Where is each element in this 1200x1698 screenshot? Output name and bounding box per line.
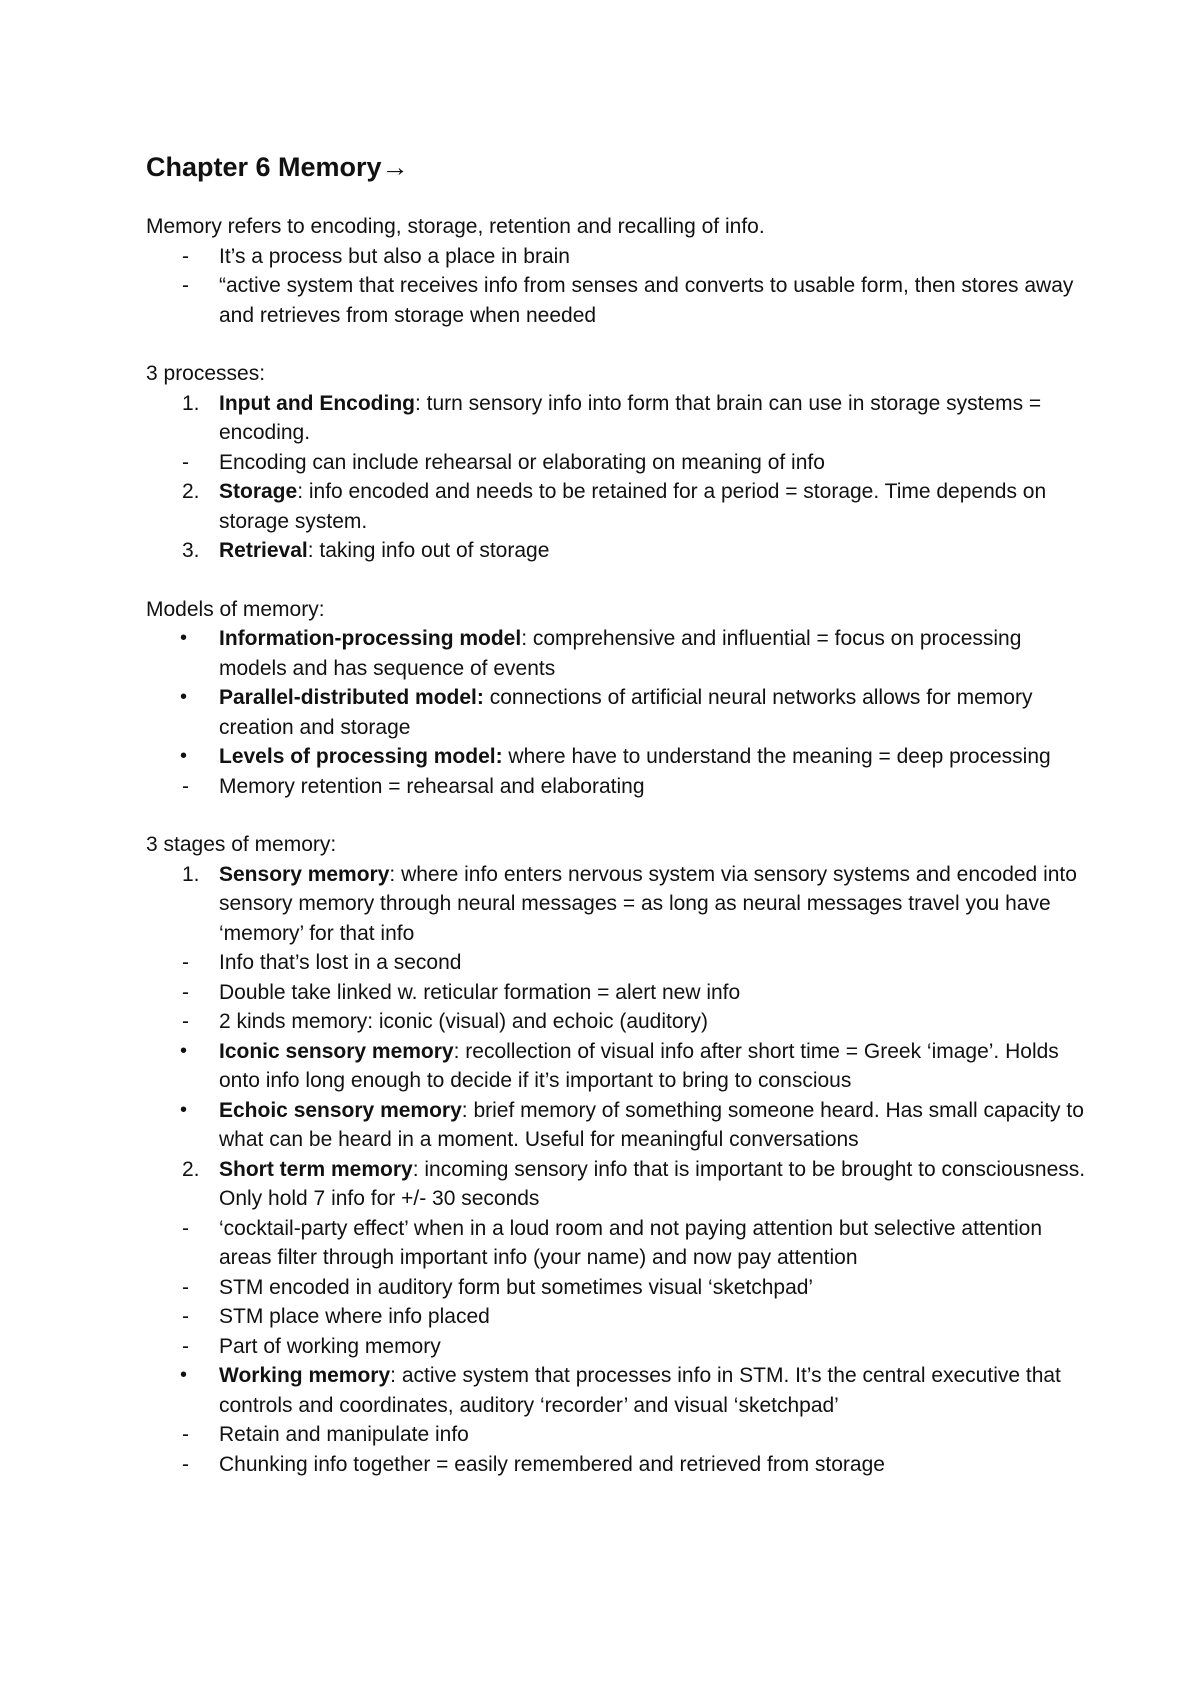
dash-marker: - — [182, 951, 189, 974]
item-term: Parallel-distributed model: — [219, 686, 484, 709]
item-text: : where info enters nervous system via sensory systems and encoded into sensory memory through neural messages = as long as neural messages travel you have ‘memory’ for that info — [219, 862, 1077, 945]
item-text: Memory retention = rehearsal and elaborating — [219, 774, 645, 798]
item-text: : recollection of visual info after short time = Greek ‘image’. Holds onto info long enough to decide if it’s important to bring to conscious — [219, 1039, 1059, 1092]
item-term: Sensory memory — [219, 862, 390, 886]
list-item — [146, 448, 1086, 478]
section-gap — [146, 566, 1086, 595]
list-item — [146, 742, 1086, 772]
list-number: 3. — [182, 539, 200, 562]
item-term: Iconic sensory memory — [219, 1039, 454, 1063]
title-text: Chapter 6 Memory — [146, 152, 382, 182]
item-term: Information-processing model — [219, 627, 522, 650]
item-text: : taking info out of storage — [307, 539, 550, 562]
dash-marker: - — [182, 244, 189, 268]
list-item — [146, 683, 1086, 742]
notes-body — [146, 212, 1086, 1479]
dash-marker: - — [182, 1275, 189, 1299]
item-term: Echoic sensory memory — [219, 1098, 462, 1122]
item-term: Input and Encoding — [219, 391, 415, 415]
item-text: : comprehensive and influential = focus on processing models and has sequence of events — [219, 627, 1022, 680]
list-item — [146, 1302, 1086, 1332]
list-number: 1. — [182, 391, 200, 415]
item-text: Double take linked w. reticular formation = alert new info — [219, 980, 741, 1004]
section-gap — [146, 330, 1086, 359]
list-item — [146, 1096, 1086, 1155]
list-item — [146, 1420, 1086, 1450]
list-item — [146, 860, 1086, 949]
section-heading: 3 processes: — [146, 362, 266, 385]
dash-marker: - — [182, 1334, 189, 1358]
list-item — [146, 242, 1086, 272]
item-term: Levels of processing model: — [219, 745, 503, 768]
item-text: Chunking info together = easily remembered and retrieved from storage — [219, 1452, 885, 1476]
item-text: : turn sensory info into form that brain can use in storage systems = encoding. — [219, 391, 1042, 444]
list-item — [146, 772, 1086, 802]
list-number: 2. — [182, 480, 200, 503]
dash-marker: - — [182, 450, 189, 474]
list-item — [146, 1214, 1086, 1273]
page-title — [146, 150, 1086, 184]
list-item — [146, 1155, 1086, 1214]
bullet-icon: • — [180, 1039, 188, 1062]
item-term: Working memory — [219, 1364, 391, 1387]
item-text: Part of working memory — [219, 1334, 441, 1358]
arrow-icon: → — [381, 152, 409, 182]
bullet-icon: • — [180, 1364, 188, 1386]
dash-marker: - — [182, 980, 189, 1004]
item-text: “active system that receives info from senses and converts to usable form, then stores away and retrieves from storage when needed — [219, 274, 1074, 327]
dash-marker: - — [182, 1216, 189, 1240]
item-text: ‘cocktail-party effect’ when in a loud room and not paying attention but selective attention areas filter through important info (your name) and now pay attention — [219, 1216, 1042, 1269]
section-heading: 3 stages of memory: — [146, 833, 337, 856]
item-text: where have to understand the meaning = deep processing — [502, 745, 1051, 768]
list-item — [146, 271, 1086, 330]
item-text: STM place where info placed — [219, 1305, 490, 1328]
bullet-icon: • — [180, 627, 188, 649]
bullet-icon: • — [180, 1098, 188, 1121]
dash-marker: - — [182, 1423, 189, 1446]
item-text: : incoming sensory info that is important to be brought to consciousness. Only hold 7 info for +/- 30 seconds — [219, 1157, 1086, 1210]
list-number: 1. — [182, 862, 200, 886]
list-item — [146, 477, 1086, 536]
list-item — [146, 536, 1086, 566]
list-item — [146, 1450, 1086, 1480]
item-term: Retrieval — [219, 539, 308, 562]
item-term: Short term memory — [219, 1157, 413, 1181]
list-item — [146, 624, 1086, 683]
dash-marker: - — [182, 274, 189, 297]
list-item — [146, 1361, 1086, 1420]
item-text: Info that’s lost in a second — [219, 951, 462, 974]
item-term: Storage — [219, 480, 298, 503]
section-gap — [146, 801, 1086, 830]
item-text: It’s a process but also a place in brain — [219, 244, 570, 268]
item-text: Retain and manipulate info — [219, 1423, 469, 1446]
item-text: : info encoded and needs to be retained for a period = storage. Time depends on storage system. — [219, 480, 1047, 533]
dash-marker: - — [182, 1010, 189, 1033]
item-text: connections of artificial neural networks allows for memory creation and storage — [219, 686, 1033, 739]
dash-marker: - — [182, 1452, 189, 1476]
dash-marker: - — [182, 1305, 189, 1328]
list-item — [146, 978, 1086, 1008]
item-text: : brief memory of something someone heard. Has small capacity to what can be heard in a moment. Useful for meaningful conversations — [219, 1098, 1084, 1151]
list-item — [146, 1332, 1086, 1362]
dash-marker: - — [182, 774, 189, 798]
section-heading: Memory refers to encoding, storage, retention and recalling of info. — [146, 215, 765, 238]
document-content — [146, 150, 1086, 1479]
bullet-icon: • — [180, 686, 188, 708]
list-item — [146, 1037, 1086, 1096]
list-item — [146, 389, 1086, 448]
section-heading: Models of memory: — [146, 597, 325, 621]
list-item — [146, 1273, 1086, 1303]
item-text: Encoding can include rehearsal or elaborating on meaning of info — [219, 450, 825, 474]
item-text: 2 kinds memory: iconic (visual) and echoic (auditory) — [219, 1010, 709, 1033]
bullet-icon: • — [180, 745, 188, 767]
list-item — [146, 948, 1086, 978]
item-text: : active system that processes info in STM. It’s the central executive that controls and coordinates, auditory ‘recorder’ and visual ‘sketchpad’ — [219, 1364, 1061, 1417]
item-text: STM encoded in auditory form but sometimes visual ‘sketchpad’ — [219, 1275, 814, 1299]
list-number: 2. — [182, 1157, 200, 1181]
list-item — [146, 1007, 1086, 1037]
